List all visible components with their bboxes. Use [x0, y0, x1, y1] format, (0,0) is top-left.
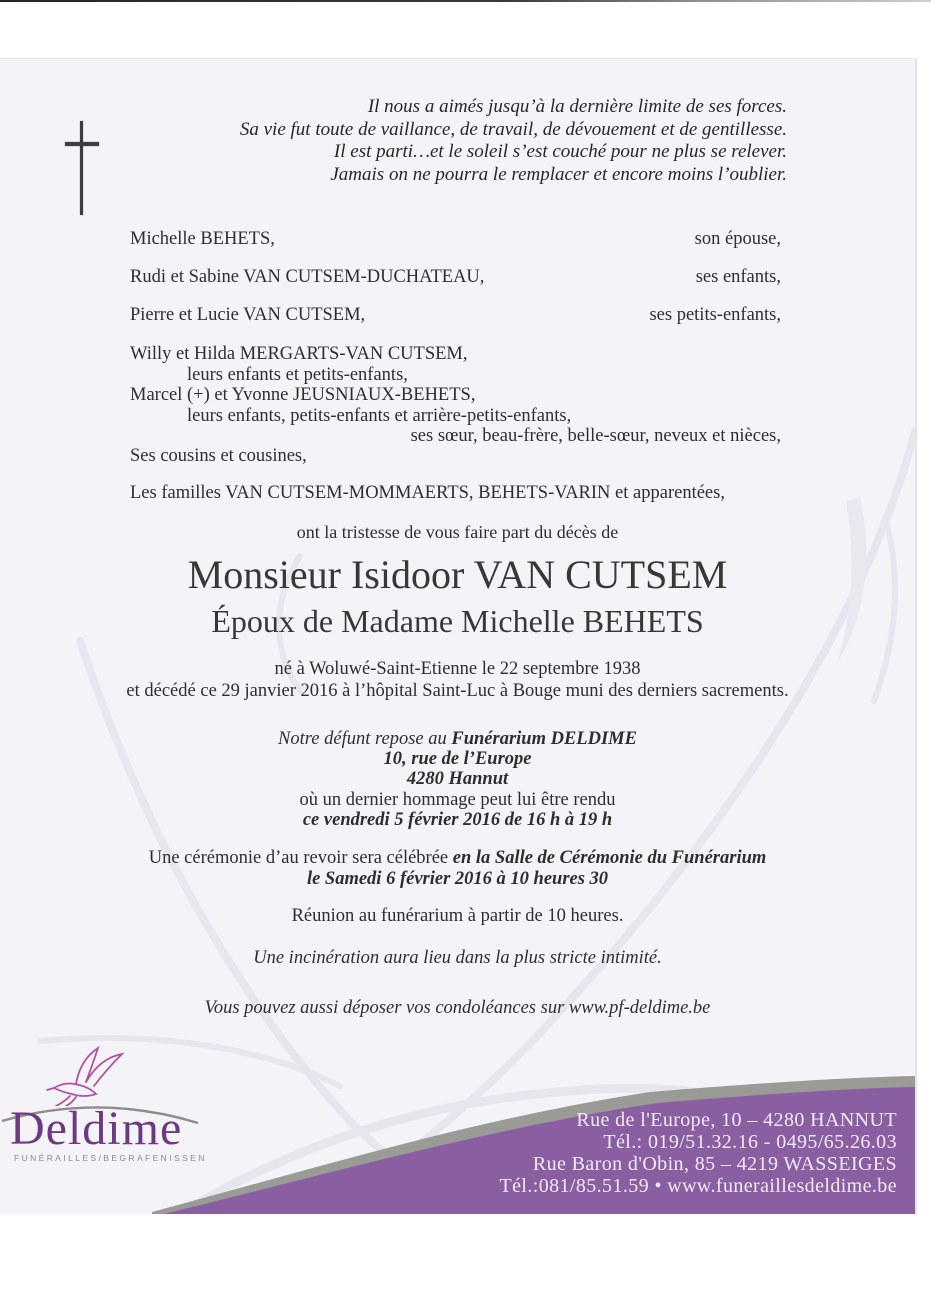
relative-name: Pierre et Lucie VAN CUTSEM, [130, 305, 366, 325]
address-line: Rue Baron d'Obin, 85 – 4219 WASSEIGES [532, 1153, 897, 1175]
lineage-line: Willy et Hilda MERGARTS-VAN CUTSEM, [130, 344, 468, 364]
brand-tagline: FUNÉRAILLES/BEGRAFENISSEN [14, 1153, 207, 1163]
lineage-line: leurs enfants et petits-enfants, [187, 364, 408, 385]
address-line: Rue de l'Europe, 10 – 4280 HANNUT [576, 1109, 897, 1131]
deceased-subtitle: Époux de Madame Michelle BEHETS [211, 603, 704, 639]
relative-name: Michelle BEHETS, [130, 229, 275, 249]
homage-line: où un dernier hommage peut lui être rendu [299, 790, 616, 810]
ceremony-time: le Samedi 6 février 2016 à 10 heures 30 [306, 869, 609, 889]
relative-name: Rudi et Sabine VAN CUTSEM-DUCHATEAU, [130, 267, 485, 287]
lineage-line: Marcel (+) et Yvonne JEUSNIAUX-BEHETS, [130, 385, 476, 405]
dove-icon [40, 1044, 150, 1106]
poem-line: Jamais on ne pourra le remplacer et encore moins l’oublier. [330, 163, 787, 185]
relative-relation: son épouse, [694, 229, 781, 249]
cousins-line: Ses cousins et cousines, [130, 446, 307, 466]
repose-city: 4280 Hannut [406, 769, 509, 789]
condolences-line: Vous pouvez aussi déposer vos condoléances sur www.pf-deldime.be [204, 998, 711, 1018]
relative-row [130, 229, 781, 250]
ceremony-line [0, 848, 915, 869]
death-line: et décédé ce 29 janvier 2016 à l’hôpital Saint-Luc à Bouge muni des derniers sacrements. [126, 681, 789, 701]
scan-top-edge [0, 0, 931, 2]
memorial-poem [240, 96, 787, 186]
ceremony-intro: Une cérémonie d’au revoir sera célébrée [148, 848, 453, 868]
meeting-line: Réunion au funérarium à partir de 10 heures. [291, 906, 624, 926]
announcement-line: ont la tristesse de vous faire part du décès de [296, 522, 619, 542]
families-line: Les familles VAN CUTSEM-MOMMAERTS, BEHETS-VARIN et apparentées, [130, 483, 725, 503]
repose-place: Funérarium DELDIME [451, 729, 637, 749]
deceased-name-title: Monsieur Isidoor VAN CUTSEM [187, 552, 728, 597]
footer-address [499, 1109, 897, 1197]
address-line: Tél.:081/85.51.59 • www.funeraillesdeldime.be [499, 1175, 897, 1197]
homage-time: ce vendredi 5 février 2016 de 16 h à 19 h [302, 810, 613, 830]
relation-group-line: ses sœur, beau-frère, belle-sœur, neveux et nièces, [410, 426, 781, 446]
relative-row [130, 305, 781, 326]
poem-line: Il nous a aimés jusqu’à la dernière limite de ses forces. [367, 96, 787, 117]
poem-line: Il est parti…et le soleil s’est couché pour ne plus se relever. [333, 141, 787, 163]
lineage-line: leurs enfants, petits-enfants et arrière-petits-enfants, [187, 405, 572, 426]
relative-relation: ses petits-enfants, [649, 305, 781, 325]
repose-line [0, 729, 915, 750]
birth-line: né à Woluwé-Saint-Etienne le 22 septembre 1938 [274, 659, 641, 679]
ceremony-place: en la Salle de Cérémonie du Funérarium [452, 848, 767, 868]
repose-street: 10, rue de l’Europe [383, 749, 532, 769]
brand-name: Deldime [10, 1102, 183, 1155]
relative-row [130, 267, 781, 288]
repose-intro: Notre défunt repose au [278, 729, 452, 749]
mourning-card-page [0, 58, 917, 1214]
address-line: Tél.: 019/51.32.16 - 0495/65.26.03 [603, 1131, 897, 1153]
relative-relation: ses enfants, [695, 267, 781, 287]
cremation-line: Une incinération aura lieu dans la plus stricte intimité. [253, 948, 662, 968]
poem-line: Sa vie fut toute de vaillance, de travail, de dévouement et de gentillesse. [239, 118, 787, 140]
